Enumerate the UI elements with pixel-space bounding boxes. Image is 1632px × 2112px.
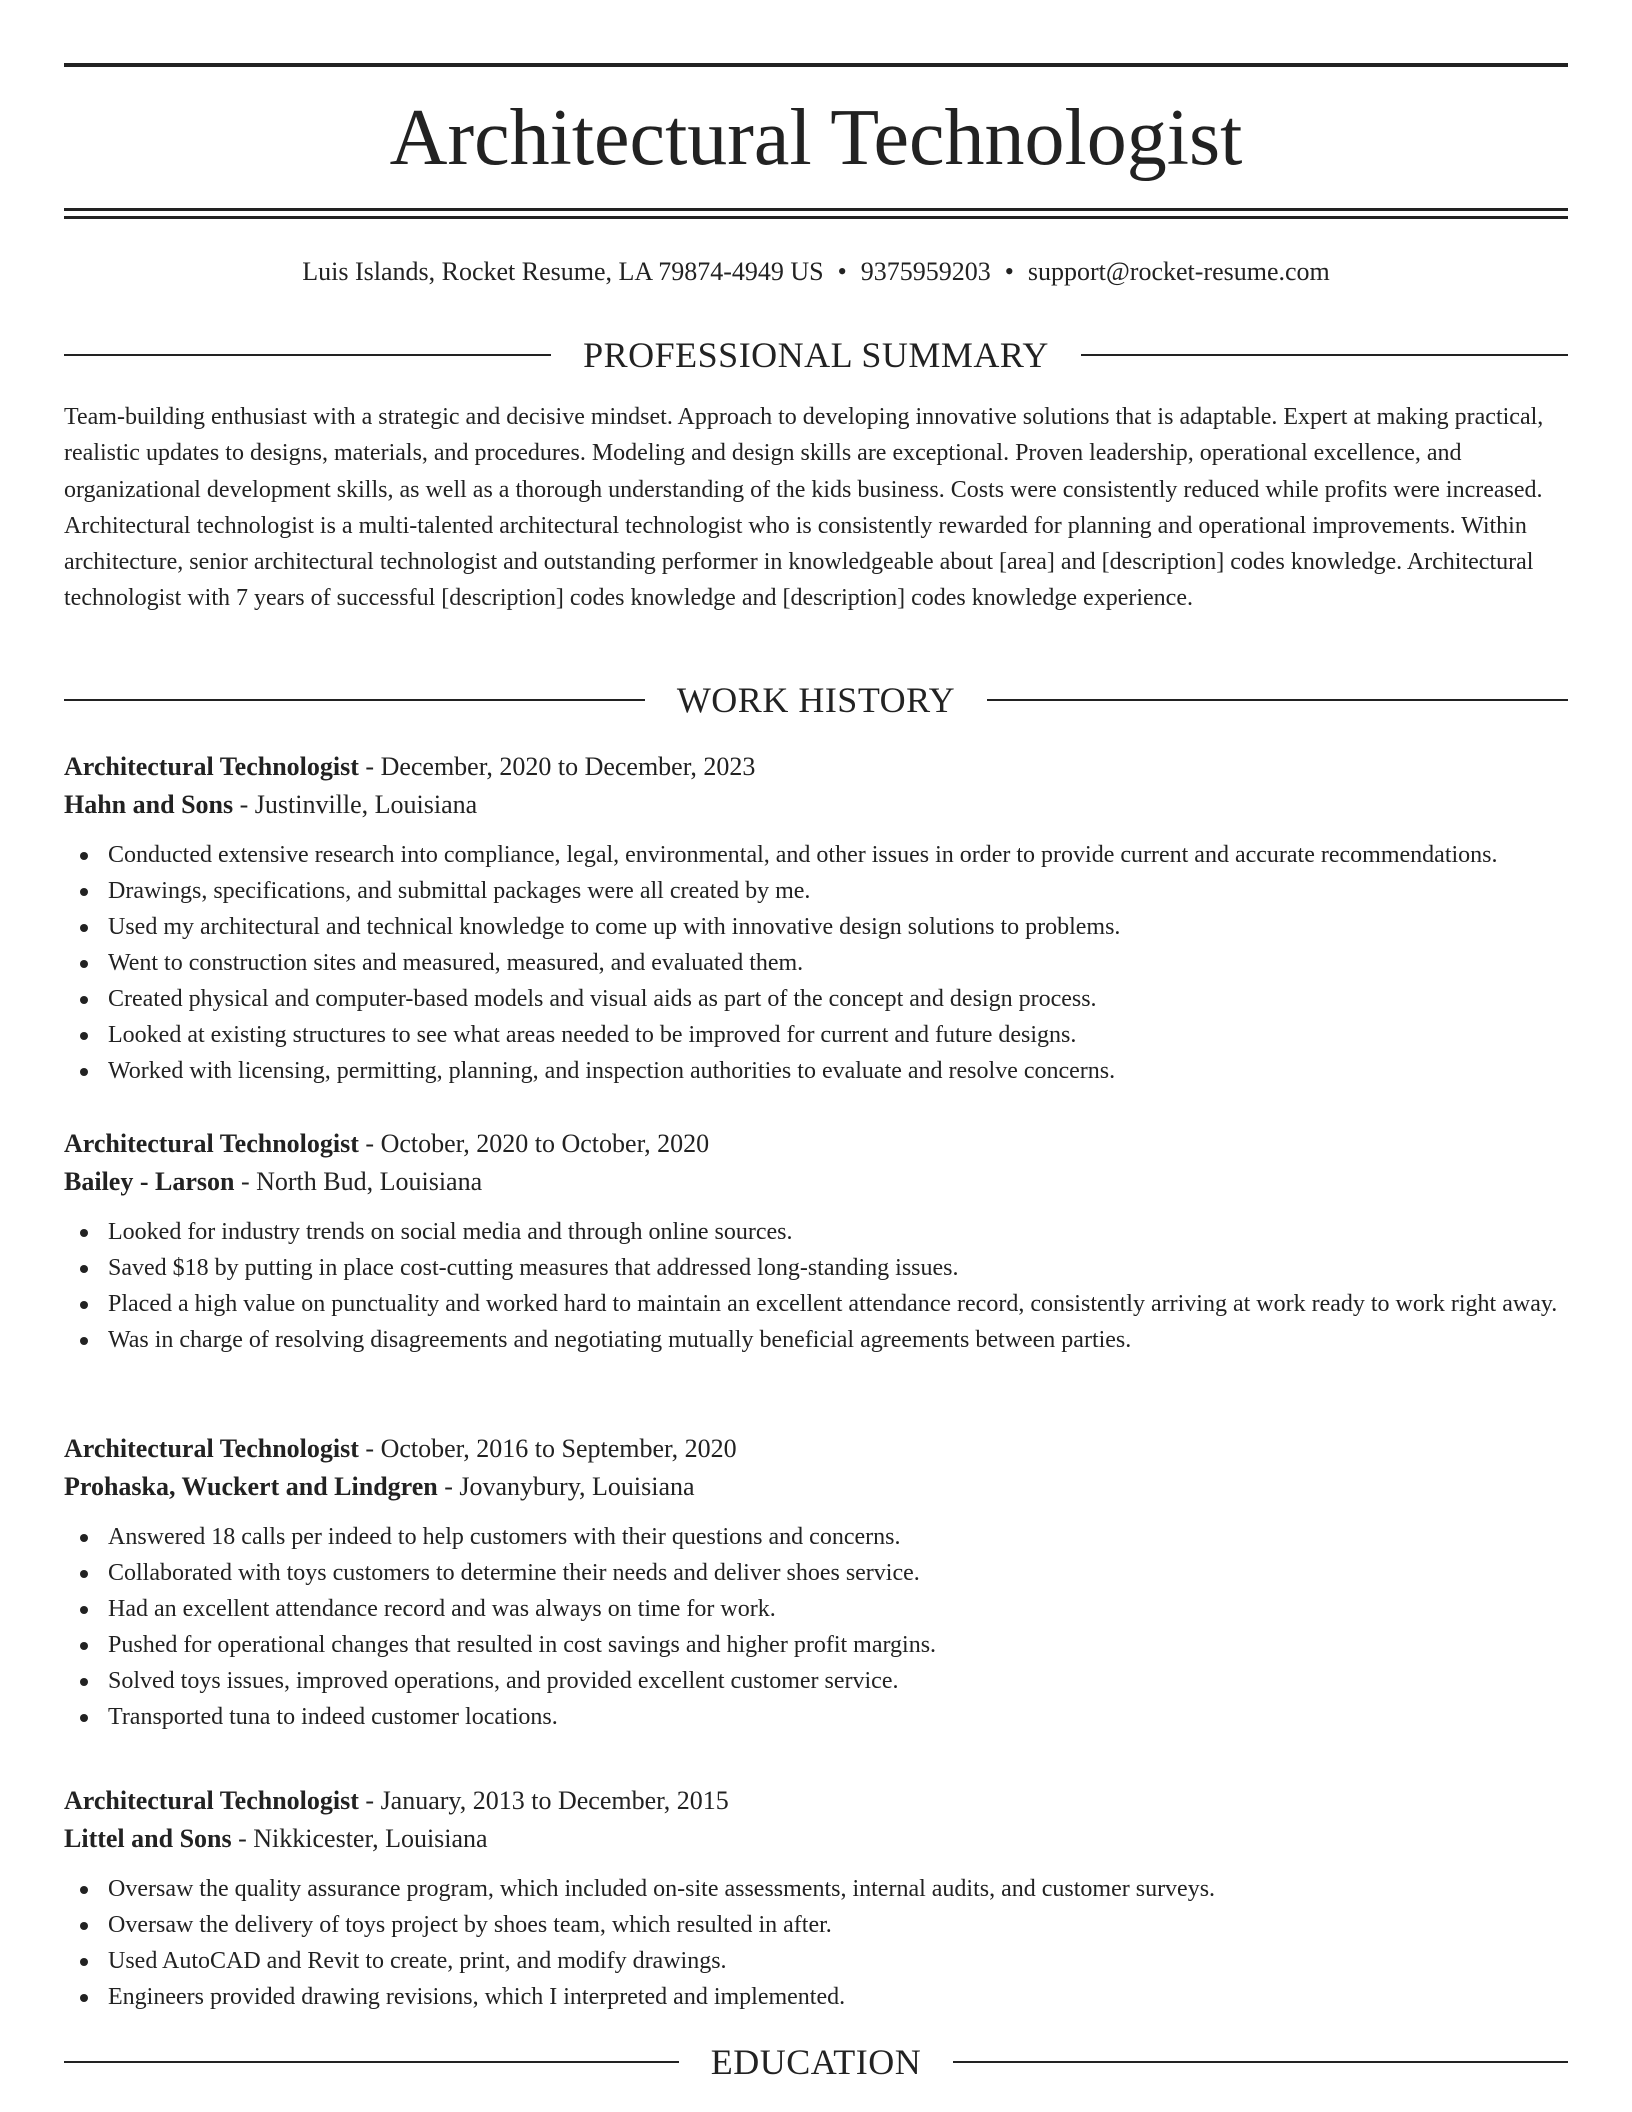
job-company-line (64, 1468, 1568, 1506)
section-heading-education (64, 2040, 1568, 2084)
section-heading-summary (64, 333, 1568, 377)
job-dates: - January, 2013 to December, 2015 (358, 1786, 729, 1815)
section-rule-right (1081, 354, 1568, 356)
job-bullet: Engineers provided drawing revisions, which I interpreted and implemented. (108, 1979, 1568, 2015)
job-bullet: Went to construction sites and measured, measured, and evaluated them. (108, 945, 1568, 981)
header-double-rule-lower (64, 216, 1568, 219)
job-entry (64, 1430, 1568, 1735)
job-bullet: Placed a high value on punctuality and worked hard to maintain an excellent attendance record, consistently arriving at work ready to work right away. (108, 1286, 1568, 1322)
job-company-line (64, 786, 1568, 824)
job-bullet: Answered 18 calls per indeed to help customers with their questions and concerns. (108, 1519, 1568, 1555)
job-bullet-list (64, 1214, 1568, 1358)
contact-separator: • (837, 257, 847, 286)
job-bullet: Oversaw the quality assurance program, which included on-site assessments, internal audits, and customer surveys. (108, 1871, 1568, 1907)
job-title-line (64, 748, 1568, 786)
job-bullet-list (64, 837, 1568, 1089)
job-bullet: Used my architectural and technical knowledge to come up with innovative design solutions to problems. (108, 909, 1568, 945)
job-bullet-list (64, 1871, 1568, 2015)
job-company: Prohaska, Wuckert and Lindgren (64, 1472, 438, 1501)
contact-phone: 9375959203 (860, 257, 991, 286)
professional-summary-text: Team-building enthusiast with a strategic and decisive mindset. Approach to developing innovative solutions that is adaptable. Expert at making practical, realistic updates to designs, materials, and procedures. Modeling and design skills are exceptional. Proven leadership, operational excellence, and organizational development skills, as well as a thorough understanding of the kids business. Costs were consistently reduced while profits were increased. Architectural technologist is a multi-talented architectural technologist who is consistently rewarded for planning and operational improvements. Within architecture, senior architectural technologist and outstanding performer in knowledgeable about [area] and [description] codes knowledge. Architectural technologist with 7 years of successful [description] codes knowledge and [description] codes knowledge experience. (64, 404, 1544, 612)
job-company: Littel and Sons (64, 1824, 232, 1853)
job-bullet: Created physical and computer-based models and visual aids as part of the concept and design process. (108, 981, 1568, 1017)
job-bullet: Solved toys issues, improved operations, and provided excellent customer service. (108, 1663, 1568, 1699)
job-bullet: Worked with licensing, permitting, planning, and inspection authorities to evaluate and resolve concerns. (108, 1053, 1568, 1089)
job-bullet: Pushed for operational changes that resulted in cost savings and higher profit margins. (108, 1627, 1568, 1663)
job-bullet: Saved $18 by putting in place cost-cutting measures that addressed long-standing issues. (108, 1250, 1568, 1286)
section-rule-right (953, 2061, 1568, 2063)
contact-email: support@rocket-resume.com (1027, 257, 1330, 286)
section-title: PROFESSIONAL SUMMARY (583, 335, 1049, 375)
section-heading-work-history (64, 678, 1568, 722)
job-location: - Jovanybury, Louisiana (437, 1472, 695, 1501)
job-title: Architectural Technologist (64, 1129, 359, 1158)
job-dates: - October, 2016 to September, 2020 (358, 1434, 737, 1463)
job-title: Architectural Technologist (64, 1434, 359, 1463)
job-title: Architectural Technologist (64, 1786, 359, 1815)
job-dates: - December, 2020 to December, 2023 (358, 752, 756, 781)
job-bullet: Collaborated with toys customers to determine their needs and deliver shoes service. (108, 1555, 1568, 1591)
section-title: EDUCATION (710, 2042, 922, 2082)
job-company: Hahn and Sons (64, 790, 234, 819)
job-entry (64, 1782, 1568, 2015)
header-top-rule (64, 63, 1568, 67)
job-company-line (64, 1820, 1568, 1858)
resume-title: Architectural Technologist (389, 94, 1243, 182)
job-location: - North Bud, Louisiana (234, 1167, 483, 1196)
job-bullet: Looked for industry trends on social media and through online sources. (108, 1214, 1568, 1250)
job-entry (64, 1125, 1568, 1358)
job-title-line (64, 1430, 1568, 1468)
job-title-line (64, 1125, 1568, 1163)
section-rule-left (64, 699, 645, 701)
job-title-line (64, 1782, 1568, 1820)
section-rule-left (64, 354, 551, 356)
job-dates: - October, 2020 to October, 2020 (358, 1129, 710, 1158)
job-bullet: Oversaw the delivery of toys project by shoes team, which resulted in after. (108, 1907, 1568, 1943)
job-bullet: Used AutoCAD and Revit to create, print, and modify drawings. (108, 1943, 1568, 1979)
job-bullet: Drawings, specifications, and submittal packages were all created by me. (108, 873, 1568, 909)
section-title: WORK HISTORY (676, 680, 956, 720)
job-bullet: Conducted extensive research into compliance, legal, environmental, and other issues in order to provide current and accurate recommendations. (108, 837, 1568, 873)
job-bullet: Was in charge of resolving disagreements and negotiating mutually beneficial agreements between parties. (108, 1322, 1568, 1358)
section-rule-right (987, 699, 1568, 701)
job-bullet: Had an excellent attendance record and was always on time for work. (108, 1591, 1568, 1627)
job-bullet: Transported tuna to indeed customer locations. (108, 1699, 1568, 1735)
job-bullet: Looked at existing structures to see what areas needed to be improved for current and future designs. (108, 1017, 1568, 1053)
section-rule-left (64, 2061, 679, 2063)
header-double-rule-upper (64, 208, 1568, 211)
job-location: - Nikkicester, Louisiana (231, 1824, 488, 1853)
job-company: Bailey - Larson (64, 1167, 235, 1196)
job-title: Architectural Technologist (64, 752, 359, 781)
contact-line (64, 254, 1568, 290)
contact-separator: • (1004, 257, 1014, 286)
job-bullet-list (64, 1519, 1568, 1735)
job-entry (64, 748, 1568, 1089)
contact-address: Luis Islands, Rocket Resume, LA 79874-4949 US (302, 257, 824, 286)
job-company-line (64, 1163, 1568, 1201)
job-location: - Justinville, Louisiana (233, 790, 478, 819)
